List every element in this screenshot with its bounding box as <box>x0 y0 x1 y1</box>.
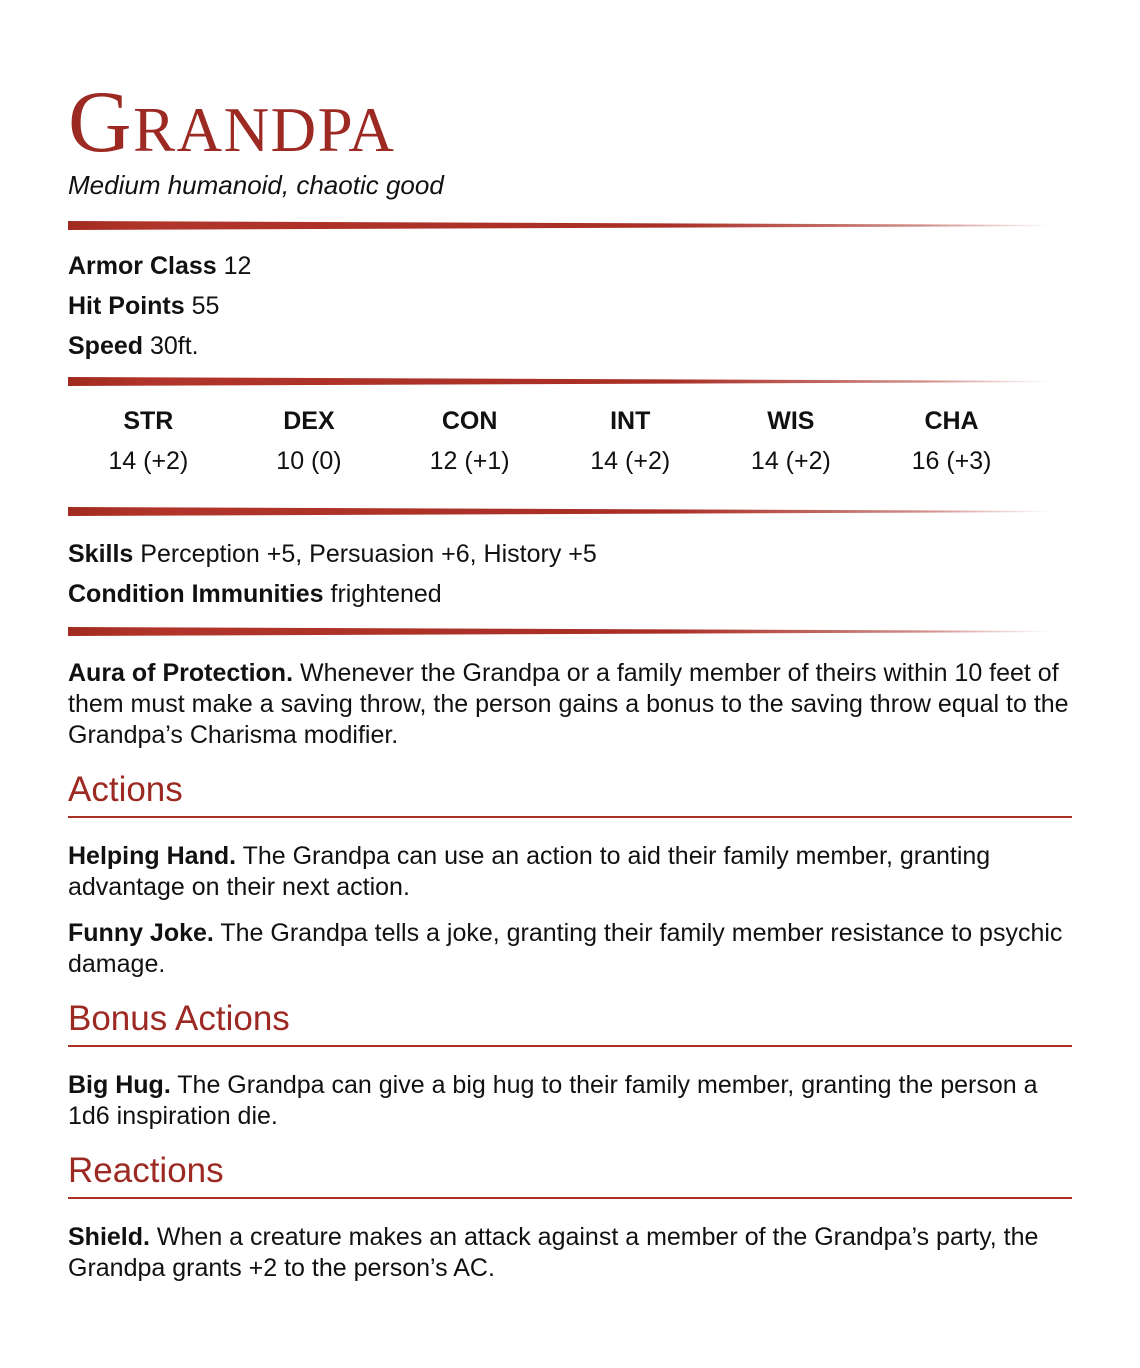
ability-name: DEX <box>283 407 335 435</box>
trait-text: Whenever the Grandpa or a family member of theirs within 10 feet of them must make a saving throw, the person gains a bonus to the saving throw equal to the Grandpa’s Charisma modifier. <box>68 659 1069 749</box>
speed-label: Speed <box>68 332 144 360</box>
skills-value: Perception +5, Persuasion +6, History +5 <box>140 540 597 568</box>
ability-name: INT <box>610 407 651 435</box>
title-initial: G <box>68 74 134 171</box>
armor-class-line <box>68 246 1072 286</box>
tapered-rule-divider <box>68 221 1072 230</box>
hit-points-line <box>68 286 1072 326</box>
hit-points-value: 55 <box>191 292 220 320</box>
ability-scores-table <box>68 407 1032 476</box>
condition-immunities-value: frightened <box>330 580 442 608</box>
ability-name: CHA <box>924 407 979 435</box>
entry-text: The Grandpa can give a big hug to their family member, granting the person a 1d6 inspiration die. <box>68 1071 1038 1130</box>
skills-label: Skills <box>68 540 134 568</box>
tapered-rule-divider <box>68 377 1072 386</box>
condition-immunities-label: Condition Immunities <box>68 580 324 608</box>
entry-name: Helping Hand. <box>68 842 237 870</box>
entry-shield <box>68 1222 1072 1284</box>
trait-aura-of-protection <box>68 658 1072 751</box>
ability-name: STR <box>123 407 174 435</box>
section-reactions <box>68 1150 1072 1284</box>
ability-score: 14 (+2) <box>108 447 189 475</box>
page-title <box>68 74 1072 171</box>
ability-cha <box>871 407 1032 476</box>
ability-score: 14 (+2) <box>750 447 831 475</box>
section-heading-actions: Actions <box>68 769 1072 818</box>
entry-helping-hand <box>68 841 1072 903</box>
entry-name: Funny Joke. <box>68 919 214 947</box>
entry-text: The Grandpa tells a joke, granting their family member resistance to psychic damage. <box>68 919 1063 978</box>
entry-text: When a creature makes an attack against a member of the Grandpa’s party, the Grandpa grants +2 to the person’s AC. <box>68 1223 1039 1282</box>
tapered-rule-divider <box>68 507 1072 516</box>
section-heading-bonus-actions: Bonus Actions <box>68 998 1072 1047</box>
entry-text: The Grandpa can use an action to aid their family member, granting advantage on their next action. <box>68 842 991 901</box>
skills-line <box>68 534 1072 574</box>
ability-con <box>389 407 550 476</box>
speed-value: 30ft. <box>149 332 199 360</box>
entry-name: Big Hug. <box>68 1071 171 1099</box>
section-bonus-actions <box>68 998 1072 1132</box>
ability-score: 12 (+1) <box>429 447 510 475</box>
entry-funny-joke <box>68 918 1072 980</box>
entry-big-hug <box>68 1070 1072 1132</box>
ability-name: CON <box>441 407 498 435</box>
title-rest: RANDPA <box>133 95 396 165</box>
ability-name: WIS <box>767 407 815 435</box>
trait-name: Aura of Protection. <box>68 659 294 687</box>
condition-immunities-line <box>68 574 1072 614</box>
section-actions <box>68 769 1072 980</box>
ability-str <box>68 407 229 476</box>
creature-meta: Medium humanoid, chaotic good <box>68 170 444 200</box>
entry-name: Shield. <box>68 1223 150 1251</box>
ability-wis <box>711 407 872 476</box>
section-heading-reactions: Reactions <box>68 1150 1072 1199</box>
ability-score: 14 (+2) <box>590 447 671 475</box>
ability-int <box>550 407 711 476</box>
ability-score: 10 (0) <box>276 447 342 475</box>
ability-dex <box>229 407 390 476</box>
armor-class-label: Armor Class <box>68 252 217 280</box>
hit-points-label: Hit Points <box>68 292 185 320</box>
ability-score: 16 (+3) <box>911 447 992 475</box>
core-stats <box>68 246 1072 366</box>
attributes <box>68 534 1072 614</box>
armor-class-value: 12 <box>223 252 252 280</box>
speed-line <box>68 326 1072 366</box>
tapered-rule-divider <box>68 627 1072 636</box>
